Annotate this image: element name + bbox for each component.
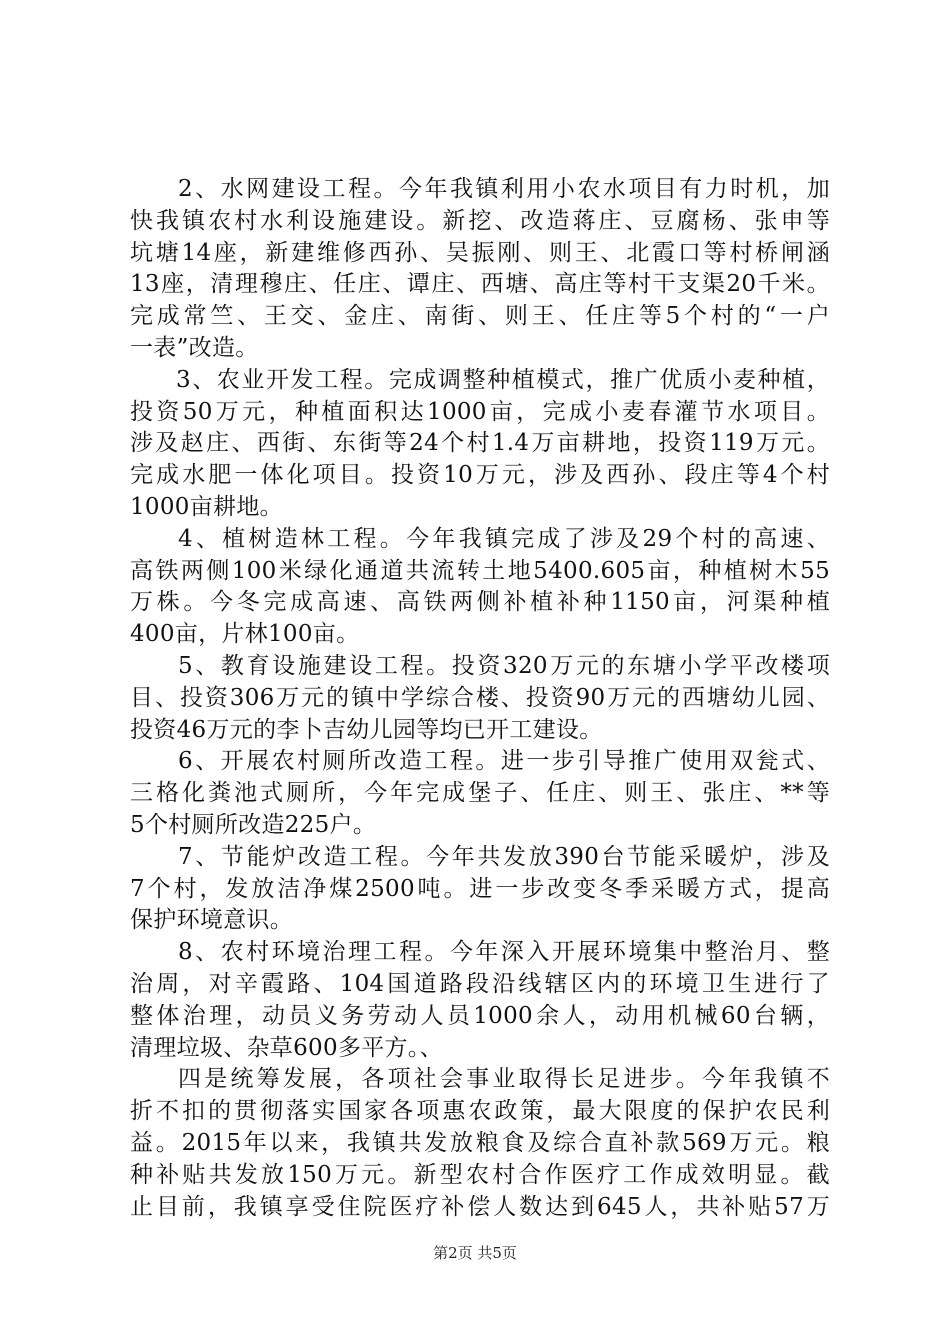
- text-line: 13座，清理穆庄、任庄、谭庄、西塘、高庄等村干支渠20千米。: [130, 271, 830, 298]
- text-line: 投资50万元，种植面积达1000亩，完成小麦春灌节水项目。: [130, 398, 830, 425]
- text-line: 1000亩耕地。: [130, 493, 283, 520]
- text-line: 3、农业开发工程。完成调整种植模式，推广优质小麦种植，: [176, 366, 830, 393]
- text-line: 高铁两侧100米绿化通道共流转土地5400.605亩，种植树木55: [130, 557, 830, 584]
- text-line: 益。2015年以来，我镇共发放粮食及综合直补款569万元。粮: [130, 1129, 830, 1156]
- text-line: 7、节能炉改造工程。今年共发放390台节能采暖炉，涉及: [178, 843, 830, 870]
- text-line: 目、投资306万元的镇中学综合楼、投资90万元的西塘幼儿园、: [130, 684, 830, 711]
- text-line: 万株。今冬完成高速、高铁两侧补植补种1150亩，河渠种植: [130, 589, 830, 616]
- text-line: 折不扣的贯彻落实国家各项惠农政策，最大限度的保护农民利: [130, 1098, 830, 1125]
- text-line: 6、开展农村厕所改造工程。进一步引导推广使用双瓮式、: [178, 748, 830, 775]
- text-line: 保护环境意识。: [130, 907, 294, 934]
- page-number-footer: 第2页 共5页: [433, 1244, 517, 1262]
- text-line: 8、农村环境治理工程。今年深入开展环境集中整治月、整: [178, 939, 830, 966]
- text-line: 治周，对辛霞路、104国道路段沿线辖区内的环境卫生进行了: [130, 970, 830, 997]
- text-line: 快我镇农村水利设施建设。新挖、改造蒋庄、豆腐杨、张申等: [130, 207, 830, 234]
- text-line: 坑塘14座，新建维修西孙、吴振刚、则王、北霞口等村桥闸涵: [130, 239, 830, 266]
- text-line: 2、水网建设工程。今年我镇利用小农水项目有力时机，加: [178, 176, 830, 202]
- text-line: 四是统筹发展，各项社会事业取得长足进步。今年我镇不: [178, 1066, 830, 1093]
- text-line: 投资46万元的李卜吉幼儿园等均已开工建设。: [130, 716, 603, 743]
- text-line: 整体治理，动员义务劳动人员1000余人，动用机械60台辆，: [130, 1002, 830, 1029]
- text-line: 7个村，发放洁净煤2500吨。进一步改变冬季采暖方式，提高: [130, 875, 830, 902]
- text-line: 完成水肥一体化项目。投资10万元，涉及西孙、段庄等4个村: [130, 462, 830, 489]
- text-line: 种补贴共发放150万元。新型农村合作医疗工作成效明显。截: [130, 1161, 830, 1188]
- document-body: [130, 174, 830, 1223]
- text-line: 三格化粪池式厕所，今年完成堡子、任庄、则王、张庄、**等: [130, 780, 830, 807]
- text-line: 清理垃圾、杂草600多平方。、: [130, 1034, 443, 1061]
- text-line: 400亩，片林100亩。: [130, 621, 360, 648]
- text-line: 涉及赵庄、西街、东街等24个村1.4万亩耕地，投资119万元。: [130, 430, 830, 457]
- text-line: 4、植树造林工程。今年我镇完成了涉及29个村的高速、: [178, 525, 830, 552]
- text-line: 一表”改造。: [130, 334, 259, 361]
- text-line: 完成常竺、王交、金庄、南街、则王、任庄等5个村的“一户: [130, 303, 830, 330]
- text-line: 5个村厕所改造225户。: [130, 811, 377, 838]
- text-line: 止目前，我镇享受住院医疗补偿人数达到645人，共补贴57万: [130, 1193, 830, 1220]
- text-line: 5、教育设施建设工程。投资320万元的东塘小学平改楼项: [178, 652, 830, 679]
